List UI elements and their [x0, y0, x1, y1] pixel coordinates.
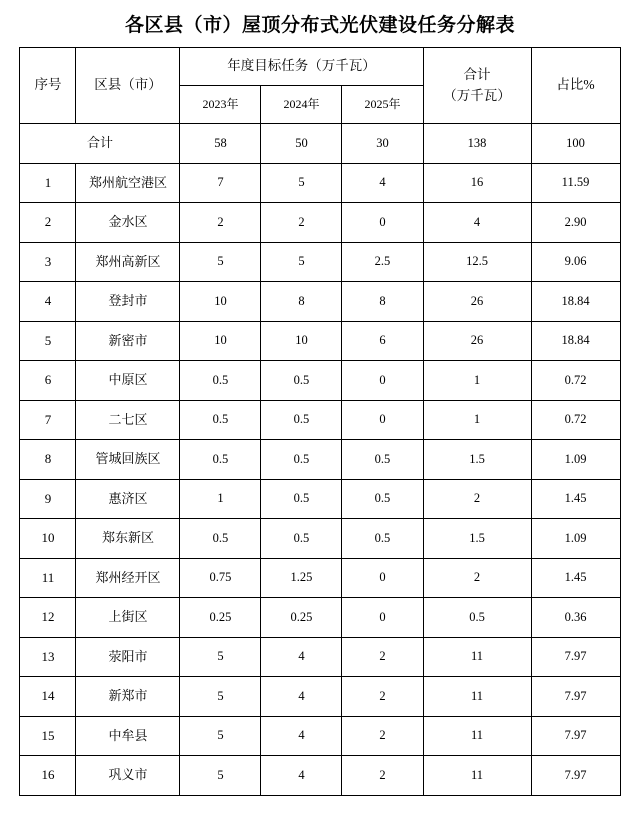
summary-y2024: 50	[261, 124, 342, 164]
row-percent: 1.45	[531, 558, 620, 598]
header-percent: 占比%	[531, 48, 620, 124]
table-row	[20, 440, 620, 480]
row-region: 惠济区	[76, 479, 180, 519]
row-y2024: 4	[261, 756, 342, 796]
row-seq: 5	[20, 321, 76, 361]
row-region: 管城回族区	[76, 440, 180, 480]
row-y2023: 0.75	[180, 558, 261, 598]
header-seq: 序号	[20, 48, 76, 124]
row-total: 11	[423, 677, 531, 717]
row-y2023: 5	[180, 637, 261, 677]
row-region: 郑州经开区	[76, 558, 180, 598]
row-y2024: 0.5	[261, 479, 342, 519]
row-y2024: 1.25	[261, 558, 342, 598]
row-total: 2	[423, 479, 531, 519]
row-y2025: 2	[342, 756, 423, 796]
row-region: 金水区	[76, 203, 180, 243]
row-y2023: 0.5	[180, 440, 261, 480]
page-title: 各区县（市）屋顶分布式光伏建设任务分解表	[124, 15, 515, 36]
row-y2025: 2.5	[342, 242, 423, 282]
row-y2023: 0.5	[180, 400, 261, 440]
row-region: 二七区	[76, 400, 180, 440]
row-seq: 10	[20, 519, 76, 559]
row-seq: 14	[20, 677, 76, 717]
row-total: 12.5	[423, 242, 531, 282]
row-y2024: 0.5	[261, 440, 342, 480]
header-annual-group: 年度目标任务（万千瓦）	[180, 48, 423, 86]
row-total: 26	[423, 321, 531, 361]
row-y2025: 8	[342, 282, 423, 322]
row-percent: 18.84	[531, 282, 620, 322]
row-y2023: 5	[180, 756, 261, 796]
row-seq: 7	[20, 400, 76, 440]
row-percent: 1.45	[531, 479, 620, 519]
row-y2025: 2	[342, 637, 423, 677]
row-percent: 7.97	[531, 677, 620, 717]
task-breakdown-table	[19, 47, 620, 796]
row-seq: 12	[20, 598, 76, 638]
row-total: 2	[423, 558, 531, 598]
row-y2023: 0.25	[180, 598, 261, 638]
header-total-line2: （万千瓦）	[443, 87, 511, 103]
row-y2025: 0.5	[342, 479, 423, 519]
row-percent: 7.97	[531, 716, 620, 756]
row-y2024: 0.25	[261, 598, 342, 638]
row-region: 新密市	[76, 321, 180, 361]
row-y2024: 5	[261, 163, 342, 203]
row-percent: 0.72	[531, 361, 620, 401]
row-percent: 7.97	[531, 756, 620, 796]
summary-label: 合计	[20, 124, 180, 164]
header-total	[423, 48, 531, 124]
row-region: 巩义市	[76, 756, 180, 796]
row-seq: 15	[20, 716, 76, 756]
row-percent: 18.84	[531, 321, 620, 361]
row-total: 1	[423, 361, 531, 401]
row-y2023: 10	[180, 282, 261, 322]
row-y2025: 0	[342, 203, 423, 243]
row-total: 11	[423, 716, 531, 756]
row-percent: 1.09	[531, 440, 620, 480]
row-y2024: 0.5	[261, 519, 342, 559]
row-region: 中原区	[76, 361, 180, 401]
row-seq: 6	[20, 361, 76, 401]
row-total: 26	[423, 282, 531, 322]
table-body	[20, 124, 620, 796]
row-y2024: 2	[261, 203, 342, 243]
row-y2024: 4	[261, 677, 342, 717]
table-row	[20, 242, 620, 282]
table-row	[20, 203, 620, 243]
table-row	[20, 163, 620, 203]
header-year-2024: 2024年	[261, 86, 342, 124]
table-row	[20, 677, 620, 717]
row-y2025: 0	[342, 558, 423, 598]
row-total: 1.5	[423, 440, 531, 480]
row-y2023: 0.5	[180, 361, 261, 401]
row-y2024: 0.5	[261, 361, 342, 401]
row-y2024: 5	[261, 242, 342, 282]
row-y2025: 2	[342, 677, 423, 717]
row-y2025: 6	[342, 321, 423, 361]
row-y2024: 4	[261, 637, 342, 677]
row-y2023: 5	[180, 242, 261, 282]
row-y2025: 0.5	[342, 519, 423, 559]
row-percent: 0.36	[531, 598, 620, 638]
row-seq: 16	[20, 756, 76, 796]
row-percent: 11.59	[531, 163, 620, 203]
row-region: 登封市	[76, 282, 180, 322]
table-row	[20, 321, 620, 361]
row-y2023: 0.5	[180, 519, 261, 559]
row-seq: 4	[20, 282, 76, 322]
row-region: 郑东新区	[76, 519, 180, 559]
row-seq: 9	[20, 479, 76, 519]
table-row	[20, 282, 620, 322]
row-percent: 2.90	[531, 203, 620, 243]
header-region: 区县（市）	[76, 48, 180, 124]
table-header	[20, 48, 620, 124]
row-y2025: 0.5	[342, 440, 423, 480]
table-row	[20, 361, 620, 401]
table-row	[20, 637, 620, 677]
row-y2023: 1	[180, 479, 261, 519]
summary-y2025: 30	[342, 124, 423, 164]
row-y2024: 10	[261, 321, 342, 361]
row-y2024: 0.5	[261, 400, 342, 440]
row-total: 16	[423, 163, 531, 203]
header-year-2023: 2023年	[180, 86, 261, 124]
row-region: 郑州高新区	[76, 242, 180, 282]
table-row	[20, 558, 620, 598]
row-seq: 2	[20, 203, 76, 243]
row-percent: 9.06	[531, 242, 620, 282]
table-row	[20, 598, 620, 638]
row-y2025: 0	[342, 361, 423, 401]
table-row	[20, 519, 620, 559]
row-y2024: 4	[261, 716, 342, 756]
row-y2025: 0	[342, 598, 423, 638]
row-region: 上街区	[76, 598, 180, 638]
row-total: 4	[423, 203, 531, 243]
row-percent: 1.09	[531, 519, 620, 559]
row-seq: 3	[20, 242, 76, 282]
row-seq: 11	[20, 558, 76, 598]
table-row	[20, 479, 620, 519]
row-percent: 7.97	[531, 637, 620, 677]
row-y2023: 5	[180, 716, 261, 756]
header-row-top	[20, 48, 620, 86]
row-region: 中牟县	[76, 716, 180, 756]
row-region: 荥阳市	[76, 637, 180, 677]
row-total: 1.5	[423, 519, 531, 559]
row-y2023: 7	[180, 163, 261, 203]
row-total: 11	[423, 637, 531, 677]
table-row	[20, 400, 620, 440]
row-y2025: 4	[342, 163, 423, 203]
row-y2024: 8	[261, 282, 342, 322]
summary-y2023: 58	[180, 124, 261, 164]
row-y2023: 5	[180, 677, 261, 717]
row-seq: 8	[20, 440, 76, 480]
summary-total: 138	[423, 124, 531, 164]
summary-percent: 100	[531, 124, 620, 164]
row-seq: 13	[20, 637, 76, 677]
row-total: 11	[423, 756, 531, 796]
row-percent: 0.72	[531, 400, 620, 440]
row-y2023: 2	[180, 203, 261, 243]
row-region: 新郑市	[76, 677, 180, 717]
row-region: 郑州航空港区	[76, 163, 180, 203]
header-total-line1: 合计	[463, 67, 491, 83]
row-total: 0.5	[423, 598, 531, 638]
header-year-2025: 2025年	[342, 86, 423, 124]
row-y2025: 2	[342, 716, 423, 756]
row-total: 1	[423, 400, 531, 440]
table-row	[20, 756, 620, 796]
summary-row	[20, 124, 620, 164]
table-row	[20, 716, 620, 756]
row-seq: 1	[20, 163, 76, 203]
row-y2023: 10	[180, 321, 261, 361]
row-y2025: 0	[342, 400, 423, 440]
